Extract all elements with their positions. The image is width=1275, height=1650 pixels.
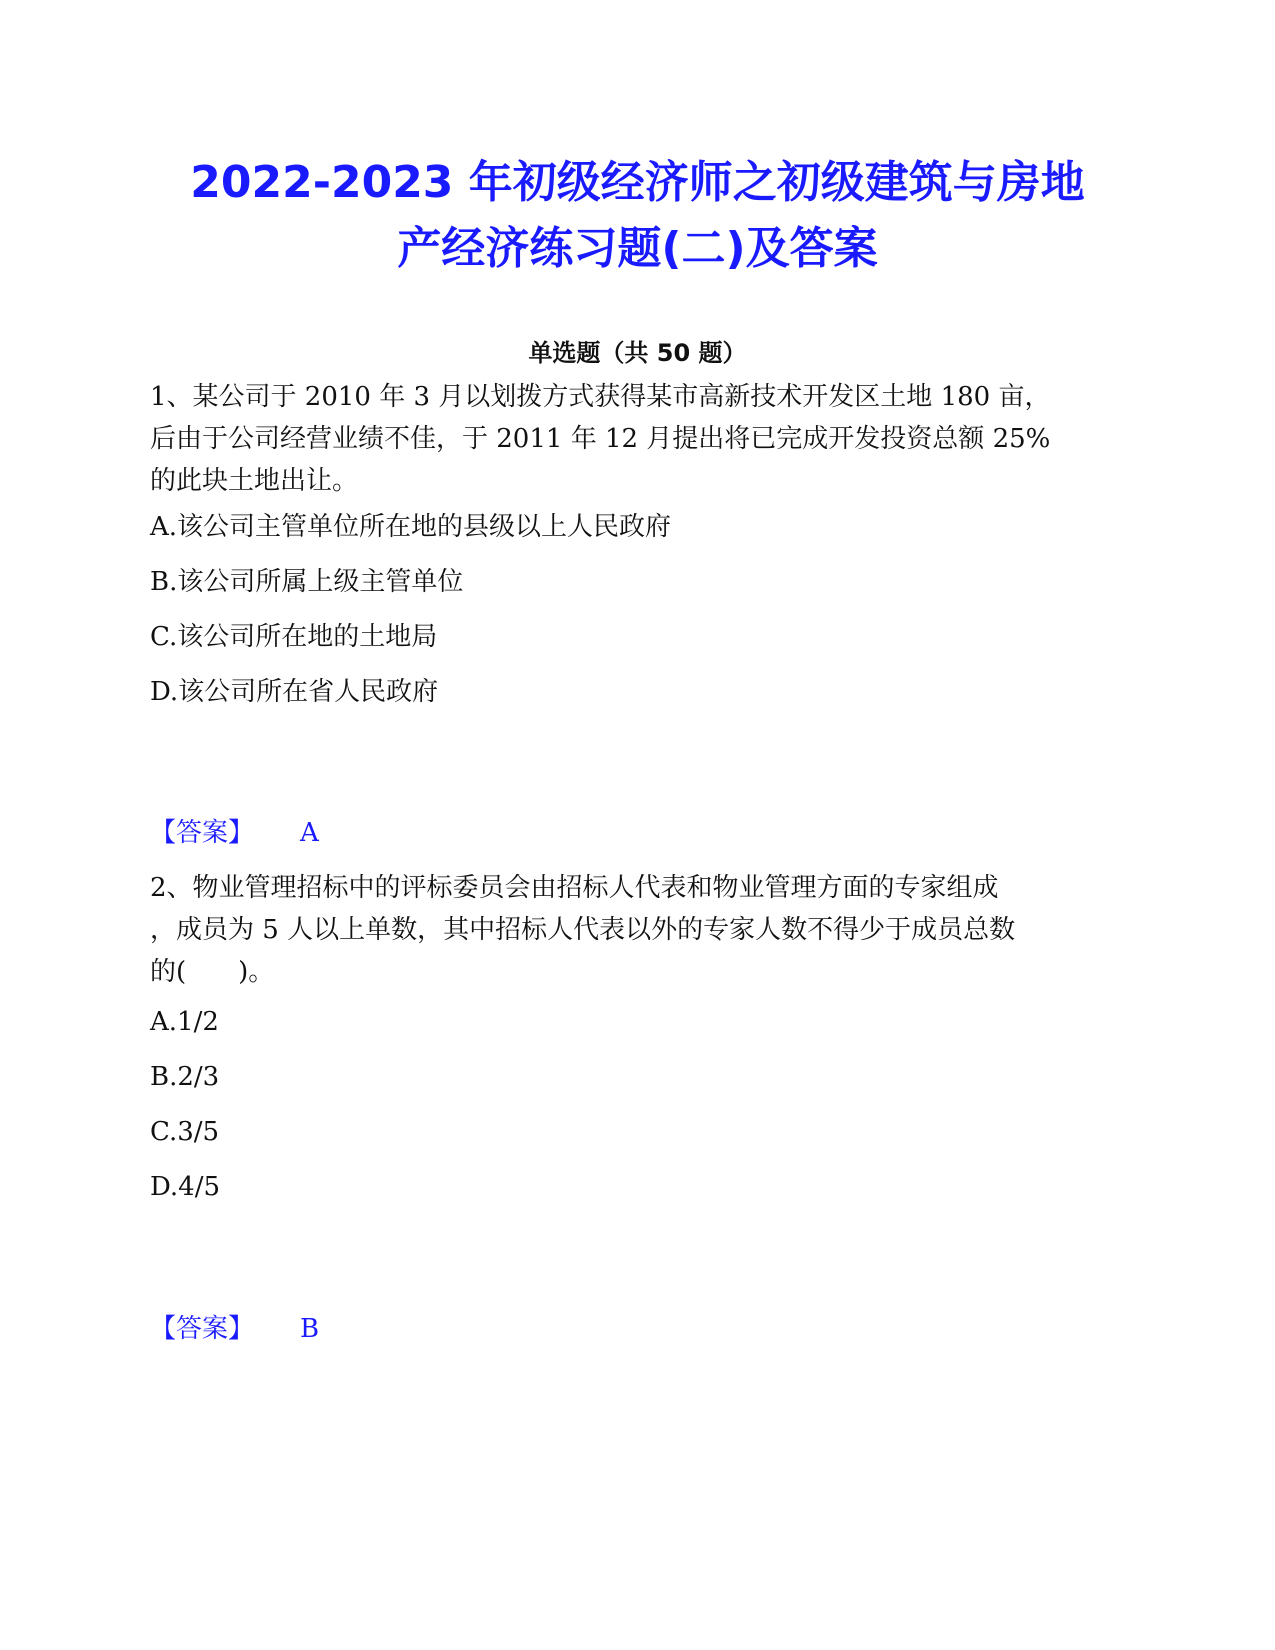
question-stem-line: 1、某公司于 2010 年 3 月以划拨方式获得某市高新技术开发区土地 180 亩， — [150, 382, 1051, 412]
question-2-stem — [150, 867, 1125, 993]
question-1-option-b: B.该公司所属上级主管单位 — [150, 567, 464, 597]
question-stem-line: 的( )。 — [150, 957, 275, 987]
answer-value: B — [300, 1314, 320, 1344]
answer-value: A — [300, 818, 319, 848]
question-1-stem — [150, 376, 1125, 502]
section-heading: 单选题（共 50 题） — [528, 339, 747, 367]
question-stem-line: 2、物业管理招标中的评标委员会由招标人代表和物业管理方面的专家组成 — [150, 873, 999, 903]
question-stem-line: 后由于公司经营业绩不佳，于 2011 年 12 月提出将已完成开发投资总额 25% — [150, 424, 1051, 454]
question-1-option-d: D.该公司所在省人民政府 — [150, 677, 439, 707]
answer-label: 【答案】 — [150, 818, 255, 848]
title-line-2: 产经济练习题(二)及答案 — [397, 223, 878, 274]
title-line-1: 2022-2023 年初级经济师之初级建筑与房地 — [190, 157, 1085, 208]
question-stem-line: ，成员为 5 人以上单数，其中招标人代表以外的专家人数不得少于成员总数 — [150, 915, 1016, 945]
question-1-option-a: A.该公司主管单位所在地的县级以上人民政府 — [150, 512, 672, 542]
question-2-option-b: B.2/3 — [150, 1062, 220, 1092]
question-stem-line: 的此块土地出让。 — [150, 466, 359, 496]
document-title — [150, 150, 1125, 282]
question-2-option-a: A.1/2 — [150, 1007, 219, 1037]
question-1-answer — [150, 816, 319, 850]
question-2-option-c: C.3/5 — [150, 1117, 220, 1147]
answer-label: 【答案】 — [150, 1314, 255, 1344]
question-2-answer — [150, 1312, 319, 1346]
question-1-option-c: C.该公司所在地的土地局 — [150, 622, 438, 652]
question-2-option-d: D.4/5 — [150, 1172, 221, 1202]
